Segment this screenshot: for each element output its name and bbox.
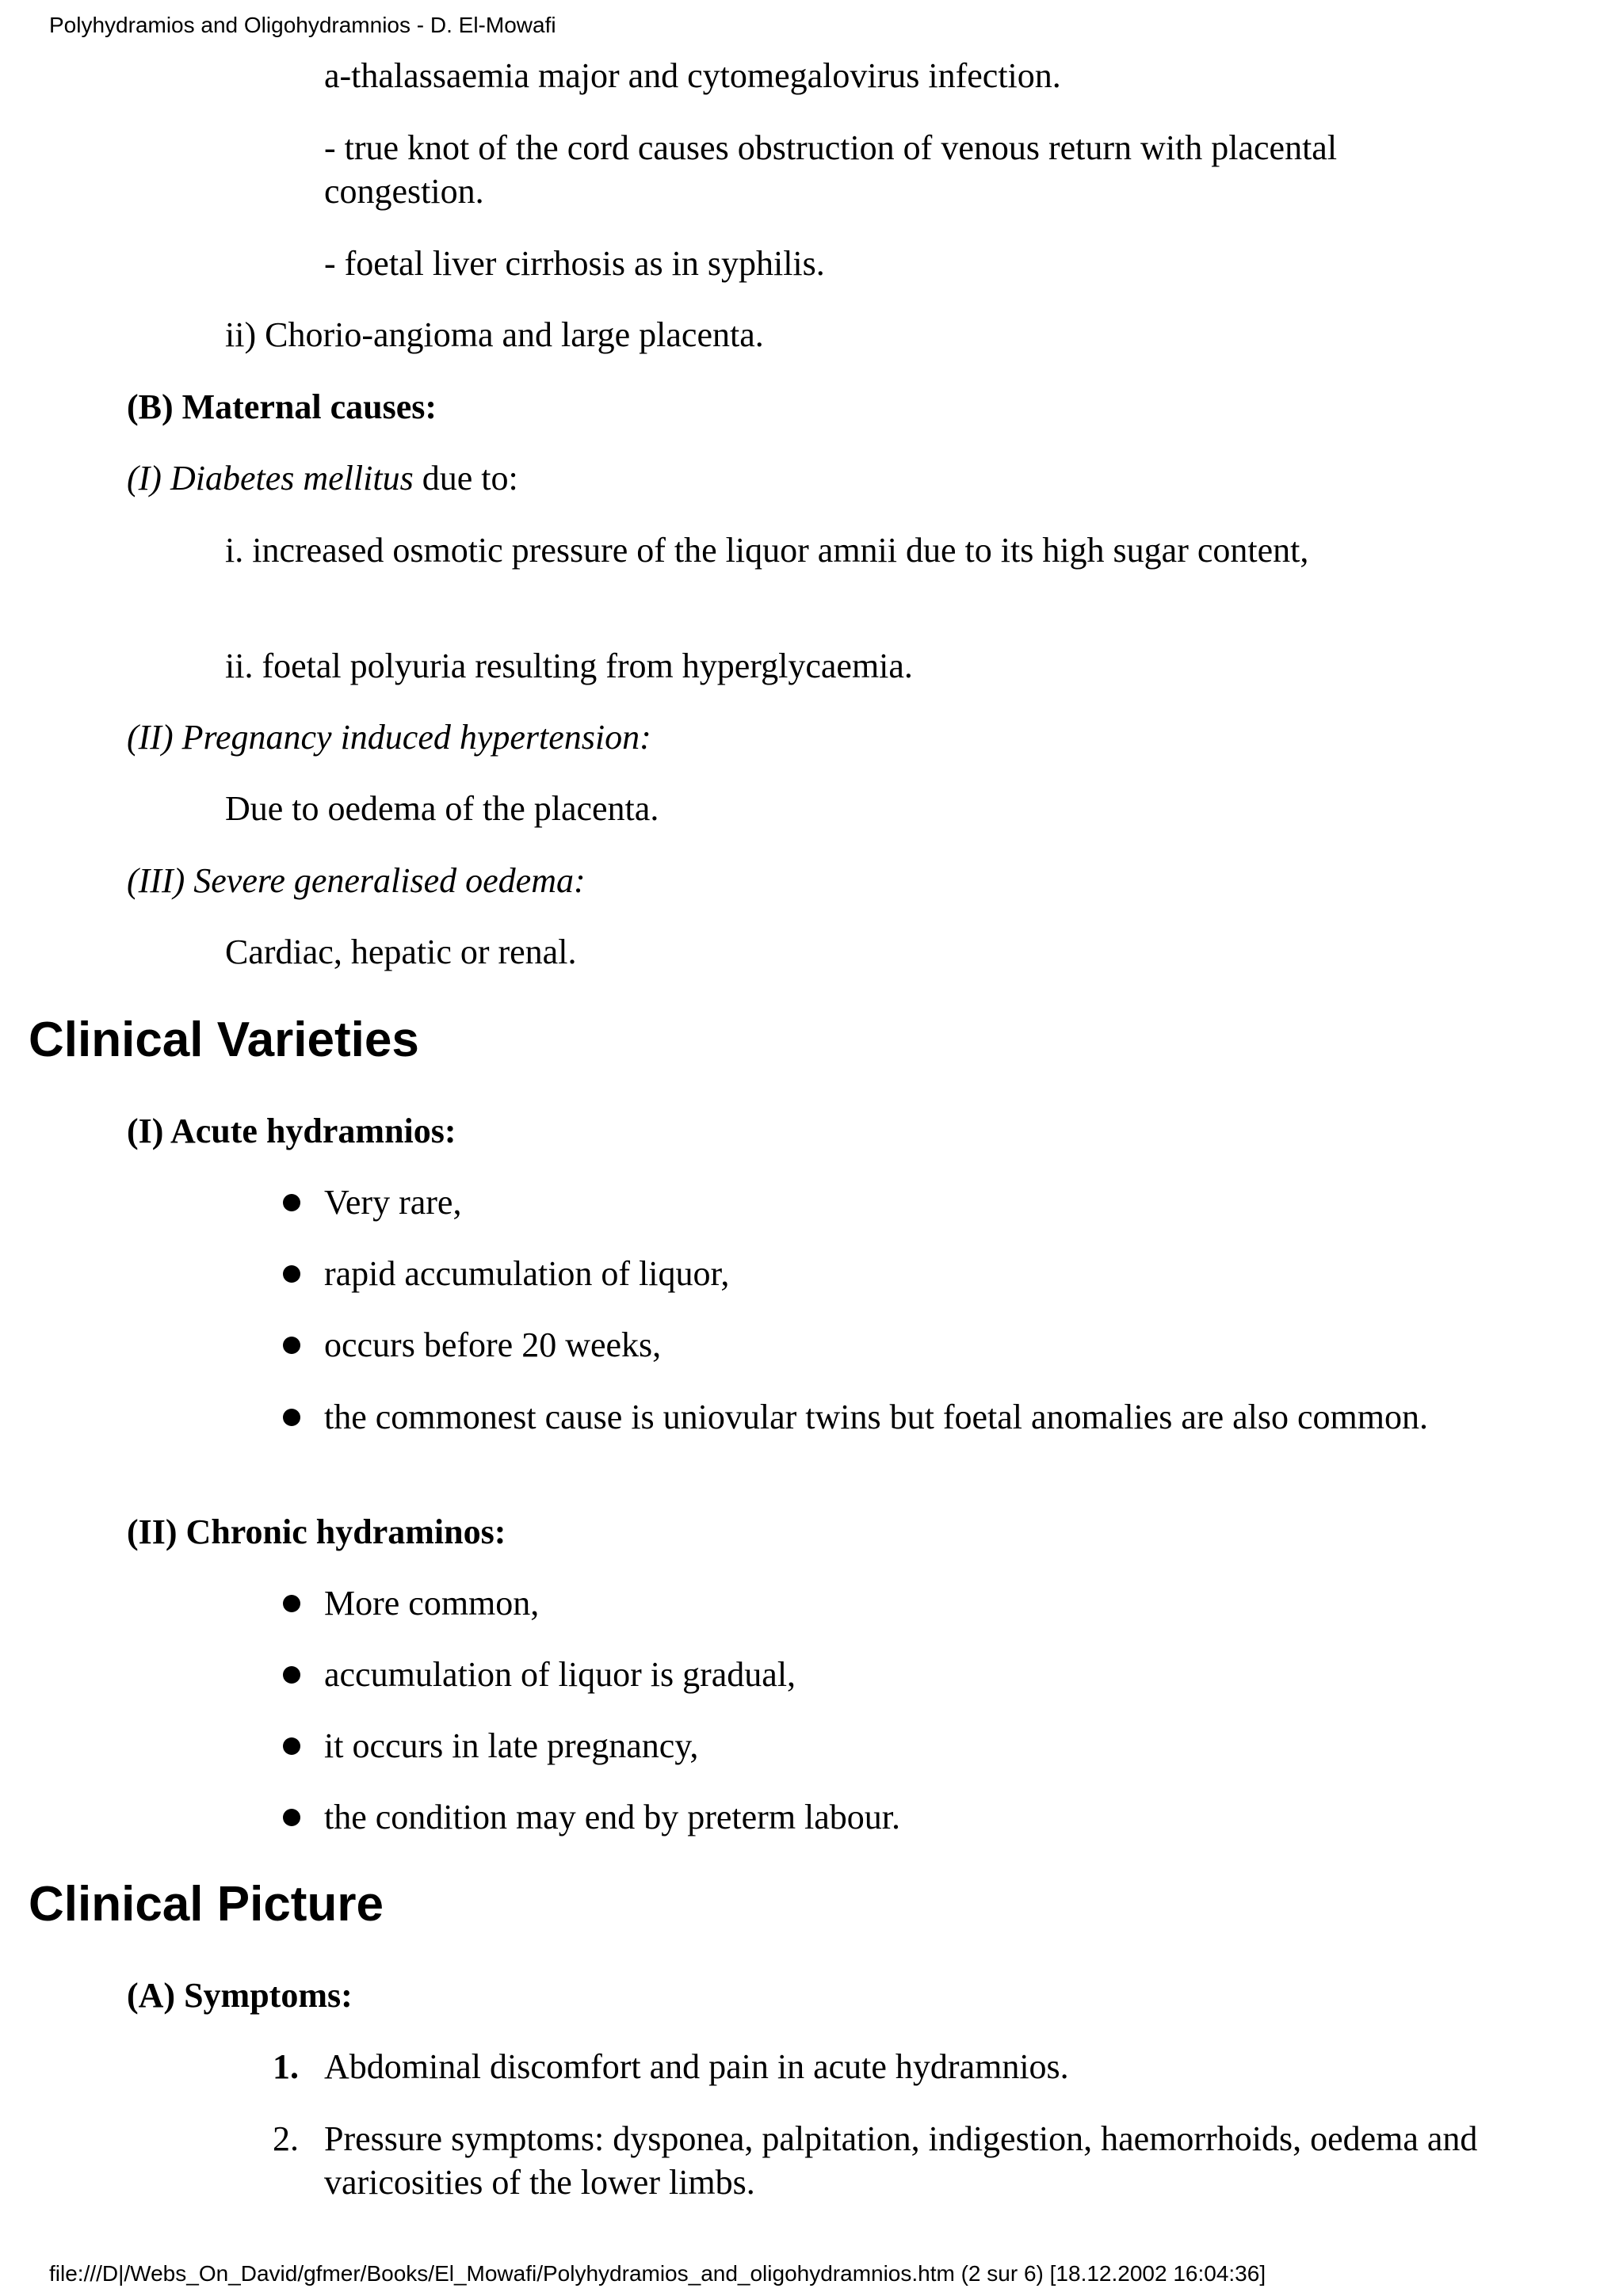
list-item: More common, (324, 1584, 540, 1623)
list-item: rapid accumulation of liquor, (324, 1254, 730, 1293)
bullet-icon (283, 1809, 300, 1826)
bullet-icon (283, 1194, 300, 1211)
foetal-cause-line: a-thalassaemia major and cytomegalovirus infection. (324, 56, 1061, 95)
list-item: accumulation of liquor is gradual, (324, 1655, 796, 1694)
foetal-cause-line: - foetal liver cirrhosis as in syphilis. (324, 244, 825, 283)
symptoms-heading: (A) Symptoms: (127, 1976, 353, 2015)
bullet-icon (283, 1595, 300, 1612)
oedema-heading: (III) Severe generalised oedema: (127, 861, 586, 900)
bullet-icon (283, 1337, 300, 1354)
list-item: occurs before 20 weeks, (324, 1325, 662, 1364)
bullet-icon (283, 1409, 300, 1426)
list-item: Abdominal discomfort and pain in acute hydramnios. (324, 2047, 1069, 2086)
list-item: Pressure symptoms: dysponea, palpitation, indigestion, haemorrhoids, oedema and varicosities of the lower limbs. (324, 2119, 1478, 2202)
bullet-icon (283, 1666, 300, 1684)
diabetes-reason: i. increased osmotic pressure of the liquor amnii due to its high sugar content, (225, 531, 1309, 570)
page-footer: file:///D|/Webs_On_David/gfmer/Books/El_Mowafi/Polyhydramios_and_oligohydramnios.htm (2 sur 6) [18.12.2002 16:04:36] (49, 2261, 1266, 2286)
list-item: it occurs in late pregnancy, (324, 1726, 699, 1765)
diabetes-reason: ii. foetal polyuria resulting from hyperglycaemia. (225, 646, 913, 685)
maternal-causes-heading: (B) Maternal causes: (127, 387, 437, 426)
foetal-cause-item: ii) Chorio-angioma and large placenta. (225, 315, 764, 354)
list-item: Very rare, (324, 1183, 462, 1222)
list-number: 1. (273, 2047, 299, 2086)
diabetes-heading-rest: due to: (413, 459, 518, 498)
foetal-cause-line: - true knot of the cord causes obstruction of venous return with placental congestion. (324, 128, 1338, 211)
pih-heading: (II) Pregnancy induced hypertension: (127, 718, 651, 757)
chronic-heading: (II) Chronic hydraminos: (127, 1512, 506, 1551)
page-header: Polyhydramios and Oligohydramnios - D. El-Mowafi (49, 13, 556, 37)
bullet-icon (283, 1265, 300, 1283)
list-item: the condition may end by preterm labour. (324, 1798, 901, 1836)
bullet-icon (283, 1737, 300, 1755)
diabetes-heading-italic: (I) Diabetes mellitus (127, 459, 414, 498)
clinical-varieties-title: Clinical Varieties (29, 1013, 419, 1067)
acute-heading: (I) Acute hydramnios: (127, 1112, 456, 1150)
clinical-picture-title: Clinical Picture (29, 1877, 384, 1932)
diabetes-heading (127, 456, 518, 500)
oedema-text: Cardiac, hepatic or renal. (225, 933, 577, 971)
pih-text: Due to oedema of the placenta. (225, 789, 659, 828)
list-number: 2. (273, 2119, 299, 2158)
list-item: the commonest cause is uniovular twins but foetal anomalies are also common. (324, 1398, 1428, 1436)
